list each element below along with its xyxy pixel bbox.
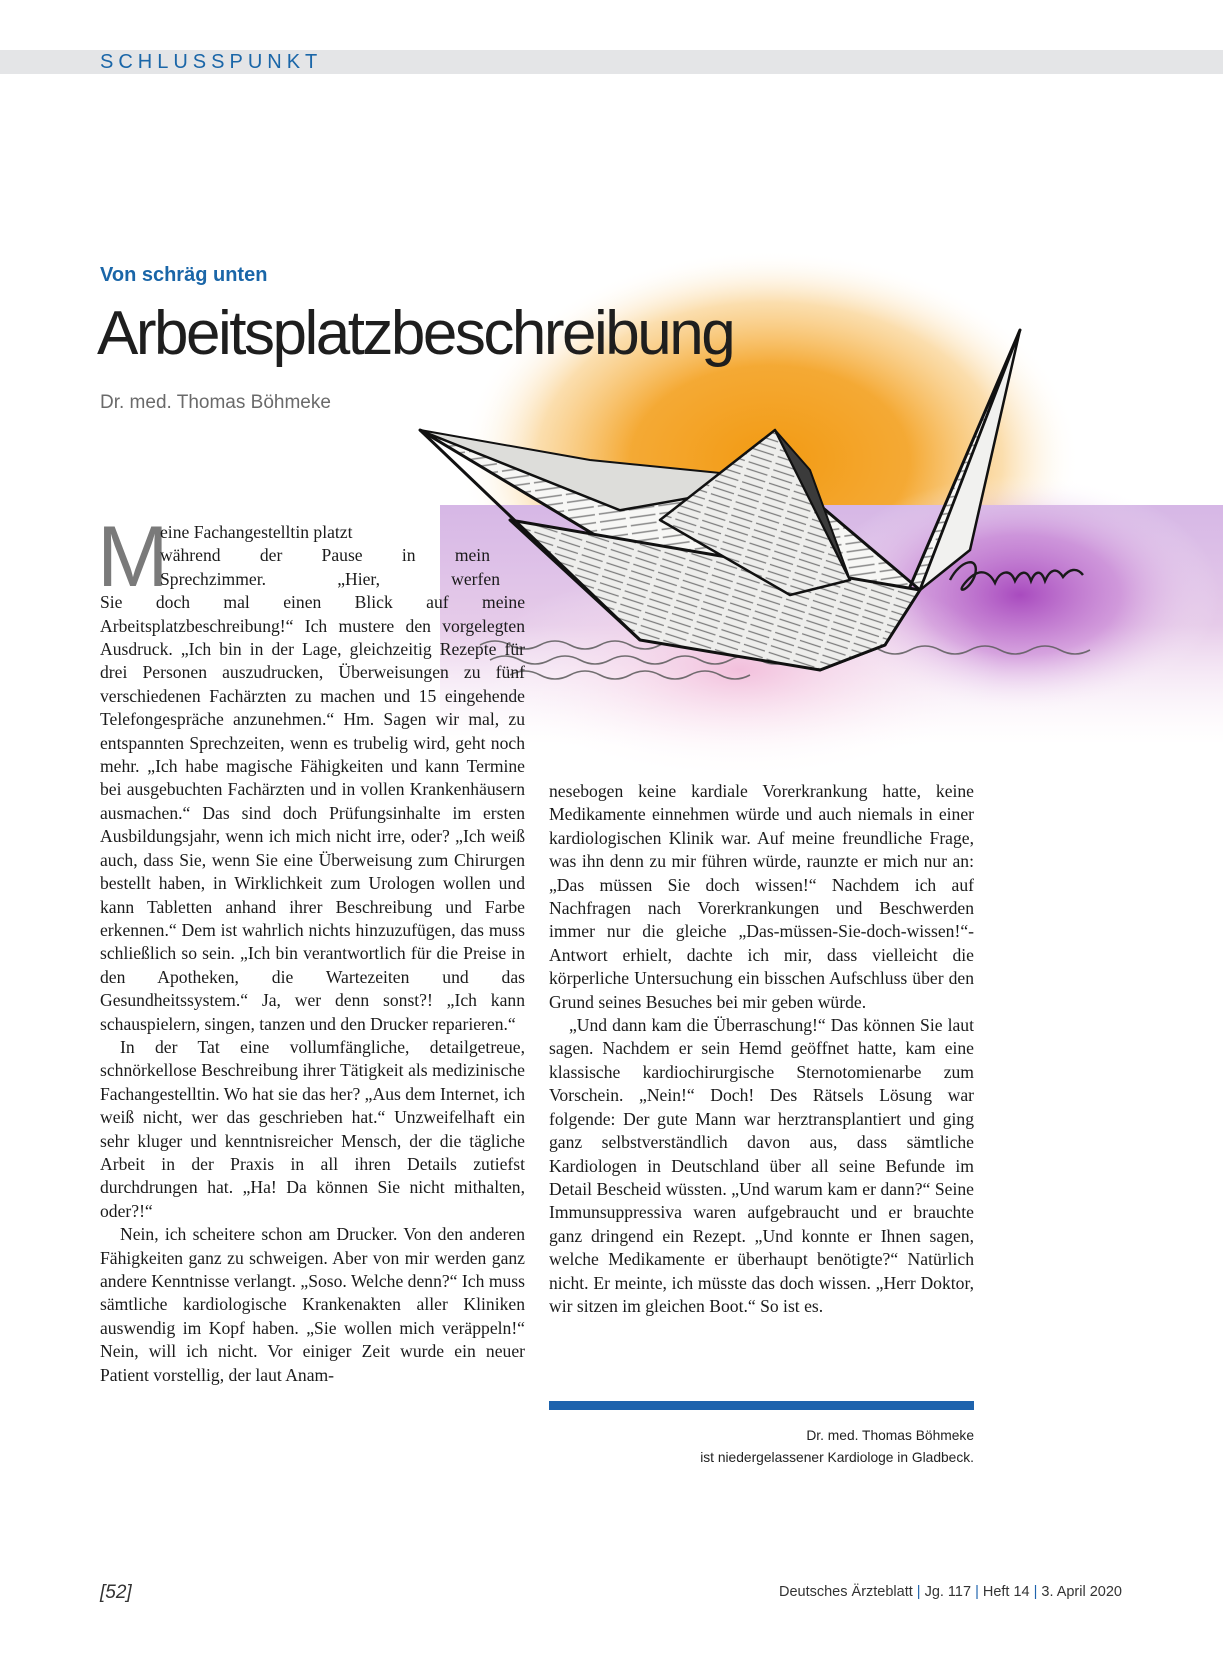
drop-cap: M (97, 509, 169, 605)
section-label: SCHLUSSPUNKT (100, 51, 323, 73)
article-title: Arbeitsplatzbeschreibung (97, 299, 734, 368)
author-bio (549, 1425, 974, 1469)
column-right (549, 780, 974, 1318)
intro-line: Sprechzimmer. „Hier, werfen (160, 568, 500, 589)
kicker: Von schräg unten (100, 264, 268, 286)
bio-name: Dr. med. Thomas Böhmeke (806, 1428, 974, 1443)
intro-line: während der Pause in mein (160, 545, 490, 566)
paragraph: „Und dann kam die Überraschung!“ Das können Sie laut sagen. Nachdem er sein Hemd geöffnet hatte, kam eine klassische kardiochirurgische Sternotomienarbe zum Vorschein. „Nein!“ Doch! Des Rätsels Lösung war folgende: Der gute Mann war herztransplantiert und ging ganz selbstverständlich davon aus, dass sämtliche Kardiologen in Deutschland über all seine Befunde im Detail Bescheid wüssten. „Und warum kam er dann?“ Seine Immunsuppressiva waren aufgebraucht und er brauchte ganz dringend ein Rezept. „Und konnte er Ihnen sagen, welche Medikamente er überhaupt benötigte?“ Natürlich nicht. Er meinte, ich müsste das doch wissen. „Herr Doktor, wir sitzen im gleichen Boot.“ So ist es. (549, 1015, 974, 1316)
bio-divider (549, 1401, 974, 1410)
page-number: [52] (100, 1582, 132, 1603)
journal-issue: Heft 14 (982, 1584, 1030, 1600)
column-left (100, 521, 525, 1387)
footer-separator: | (1033, 1584, 1038, 1600)
paragraph: Sie doch mal einen Blick auf meine Arbeitsplatzbeschreibung!“ Ich mustere den vorgelegten Ausdruck. „Ich bin in der Lage, gleichzeitig Rezepte für drei Personen auszudrucken, Überweisungen zu fünf verschiedenen Fachärzten zu machen und 15 eingehende Telefongespräche anzunehmen.“ Hm. Sagen wir mal, zu entspannten Sprechzeiten, wenn es trubelig wird, geht noch mehr. „Ich habe magische Fähigkeiten und kann Termine bei ausgebuchten Fachärzten und in vollen Krankenhäusern ausmachen.“ Das sind doch Prüfungsinhalte im ersten Ausbildungsjahr, wenn ich mich nicht irre, oder? „Ich weiß auch, dass Sie, wenn Sie eine Überweisung zum Chirurgen bestellt haben, in Wirklichkeit zum Urologen wollen und kann Tabletten anhand ihrer Beschreibung und Farbe erkennen.“ Dem ist wahrlich nichts hinzuzufügen, das muss schließlich so sein. „Ich bin verantwortlich für die Preise in den Apotheken, die Wartezeiten und das Gesundheitssystem.“ Ja, wer denn sonst?! „Ich kann schauspielern, singen, tanzen und den Drucker reparieren.“ (100, 592, 525, 1034)
article-author: Dr. med. Thomas Böhmeke (100, 392, 331, 413)
paragraph: Nein, ich scheitere schon am Drucker. Von den anderen Fähigkeiten ganz zu schweigen. Aber von mir werden ganz andere Kenntnisse verlangt. „Soso. Welche denn?“ Ich muss sämtliche kardiologische Krankenakten aller Kliniken auswendig im Kopf haben. „Sie wollen mich veräppeln!“ Nein, will ich nicht. Vor einiger Zeit wurde ein neuer Patient vorstellig, der laut Anam- (100, 1224, 525, 1385)
journal-date: 3. April 2020 (1041, 1584, 1122, 1600)
journal-footer (779, 1584, 1122, 1600)
footer-separator: | (975, 1584, 979, 1600)
journal-volume: Jg. 117 (924, 1584, 972, 1600)
paragraph: nesebogen keine kardiale Vorerkrankung hatte, keine Medikamente einnehmen würde und auch niemals in einer kardiologischen Klinik war. Auf meine freundliche Frage, was ihn denn zu mir führen würde, raunzte er mich nur an: „Das müssen Sie doch wissen!“ Nachdem ich auf Nachfragen nach Vorerkrankungen und Beschwerden immer nur die gleiche „Das-müssen-Sie-doch-wissen!“-Antwort erhielt, dachte ich mir, dass vielleicht die körperliche Untersuchung ein bisschen Aufschluss über den Grund seines Besuches bei mir geben würde. (549, 781, 974, 1012)
footer-separator: | (916, 1584, 921, 1600)
paragraph: In der Tat eine vollumfängliche, detailgetreue, schnörkellose Beschreibung ihrer Tätigkeit als medizinische Fachangestelltin. Wo hat sie das her? „Aus dem Internet, ich weiß nicht, wer das geschrieben hat.“ Unzweifelhaft ein sehr kluger und kenntnisreicher Mensch, der die tägliche Arbeit in der Praxis in all ihren Details zutiefst durchdrungen hat. „Ha! Da können Sie nicht mithalten, oder?!“ (100, 1036, 525, 1221)
journal-name: Deutsches Ärzteblatt (778, 1584, 913, 1600)
bio-description: ist niedergelassener Kardiologe in Gladbeck. (700, 1450, 974, 1465)
intro-line: eine Fachangestelltin platzt (160, 522, 353, 542)
